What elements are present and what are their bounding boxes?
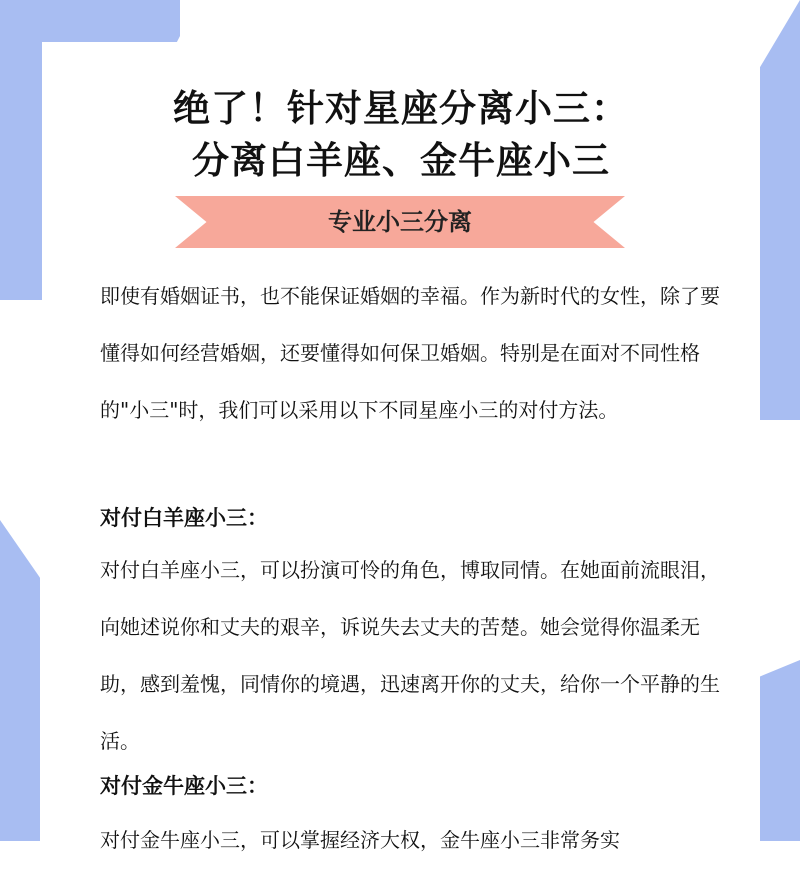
section-heading-aries: 对付白羊座小三： <box>100 506 268 530</box>
section-body-aries: 对付白羊座小三，可以扮演可怜的角色，博取同情。在她面前流眼泪，向她述说你和丈夫的艰辛，诉说失去丈夫的苦楚。她会觉得你温柔无助，感到羞愧，同情你的境遇，迅速离开你的丈夫，给你一个平静的生活。 <box>100 558 720 753</box>
article-title-line-2: 分离白羊座、金牛座小三 <box>192 138 610 182</box>
background-shape-left-middle <box>0 520 40 841</box>
intro-paragraph: 即使有婚姻证书，也不能保证婚姻的幸福。作为新时代的女性，除了要懂得如何经营婚姻，还要懂得如何保卫婚姻。特别是在面对不同性格的"小三"时，我们可以采用以下不同星座小三的对付方法。 <box>100 284 720 422</box>
section-heading-taurus: 对付金牛座小三： <box>100 774 268 798</box>
article-card <box>42 42 760 852</box>
section-body-taurus: 对付金牛座小三，可以掌握经济大权，金牛座小三非常务实 <box>100 828 620 852</box>
article-title-line-1: 绝了！针对星座分离小三： <box>173 86 629 130</box>
background-shape-right-middle <box>756 660 800 841</box>
subtitle-banner-label: 专业小三分离 <box>328 208 472 236</box>
